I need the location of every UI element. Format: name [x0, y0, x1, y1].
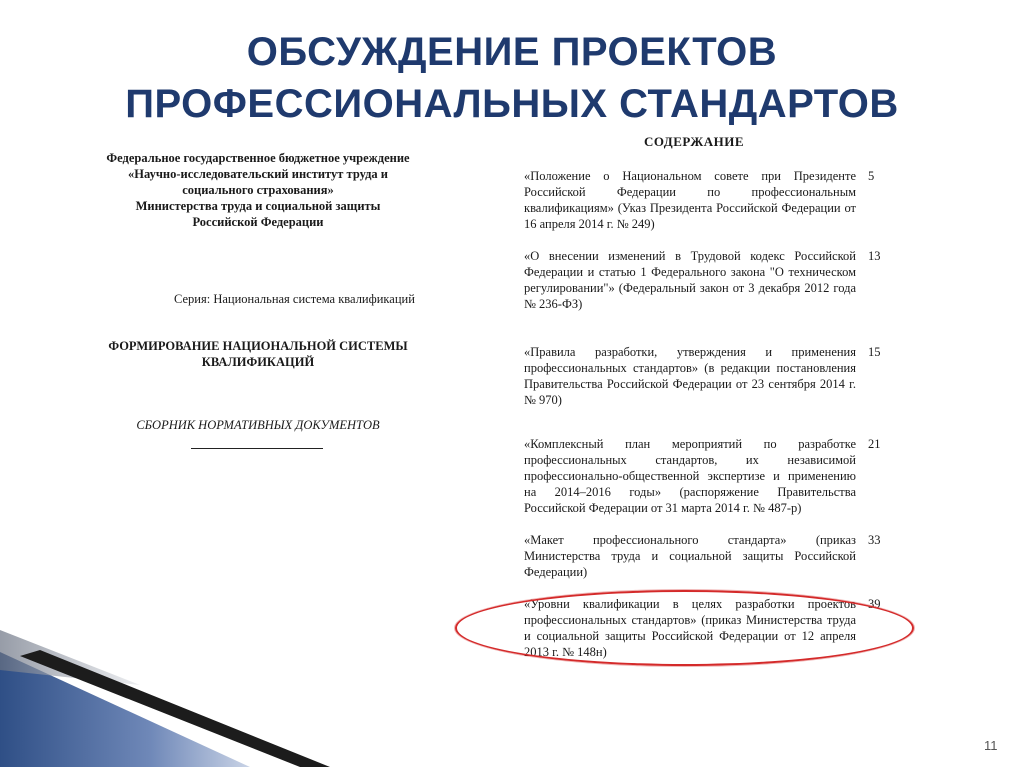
toc-entry [524, 168, 888, 232]
table-of-contents [524, 134, 888, 659]
toc-entry-text: «Положение о Национальном совете при Президенте Российской Федерации по профессиональным квалификациям» (Указ Президента Российской Федерации от 16 апреля 2014 г. № 249) [524, 169, 856, 231]
institution-line: «Научно-исследовательский институт труда и [128, 167, 388, 181]
toc-entry-text: «Макет профессионального стандарта» (приказ Министерства труда и социальной защиты Российской Федерации) [524, 533, 856, 579]
corner-decoration [0, 630, 330, 767]
toc-entry-page: 13 [868, 249, 881, 263]
toc-entry-text: «Правила разработки, утверждения и применения профессиональных стандартов» (в редакции постановления Правительства Российской Федерации от 23 сентября 2014 г. № 970) [524, 345, 856, 407]
toc-entry-page: 15 [868, 345, 881, 359]
institution-name [78, 150, 438, 230]
collection-divider [191, 448, 323, 449]
toc-entry-page: 33 [868, 533, 881, 547]
slide-title-line-1: ОБСУЖДЕНИЕ ПРОЕКТОВ [246, 30, 778, 74]
collection-label: СБОРНИК НОРМАТИВНЫХ ДОКУМЕНТОВ [136, 418, 380, 432]
document-title-line: ФОРМИРОВАНИЕ НАЦИОНАЛЬНОЙ СИСТЕМЫ [108, 339, 408, 353]
toc-heading: СОДЕРЖАНИЕ [643, 134, 745, 149]
highlight-circle [455, 590, 914, 666]
document-title [78, 338, 438, 370]
slide-number: 11 [984, 738, 998, 753]
toc-entry [524, 532, 888, 580]
institution-line: социального страхования» [182, 183, 334, 197]
institution-line: Министерства труда и социальной защиты [135, 199, 381, 213]
document-cover [78, 150, 438, 432]
toc-entry [524, 436, 888, 516]
toc-entry-page: 21 [868, 437, 881, 451]
slide-title [0, 26, 1024, 130]
toc-entry [524, 248, 888, 312]
toc-entry [524, 344, 888, 408]
slide-title-line-2: ПРОФЕССИОНАЛЬНЫХ СТАНДАРТОВ [125, 82, 899, 126]
toc-entry-page: 39 [868, 597, 881, 611]
toc-entry-text: «О внесении изменений в Трудовой кодекс Российской Федерации и статью 1 Федерального закона "О техническом регулировании"» (Федеральный закон от 3 декабря 2012 года № 236-ФЗ) [524, 249, 856, 311]
toc-entry-page: 5 [868, 169, 875, 183]
document-title-line: КВАЛИФИКАЦИЙ [201, 355, 315, 369]
institution-line: Российской Федерации [192, 215, 324, 229]
toc-entry-text: «Комплексный план мероприятий по разработке профессиональных стандартов, их независимой профессионально-общественной экспертизе и применению на 2014–2016 годы» (распоряжение Правительства Российской Федерации от 31 марта 2014 г. № 487-р) [524, 437, 856, 515]
toc-entry-text: «Уровни квалификации в целях разработки проектов профессиональных стандартов» (приказ Министерства труда и социальной защиты Российской Федерации от 12 апреля 2013 г. № 148н) [524, 597, 856, 659]
institution-line: Федеральное государственное бюджетное учреждение [106, 151, 410, 165]
series-label: Серия: Национальная система квалификаций [174, 292, 415, 306]
